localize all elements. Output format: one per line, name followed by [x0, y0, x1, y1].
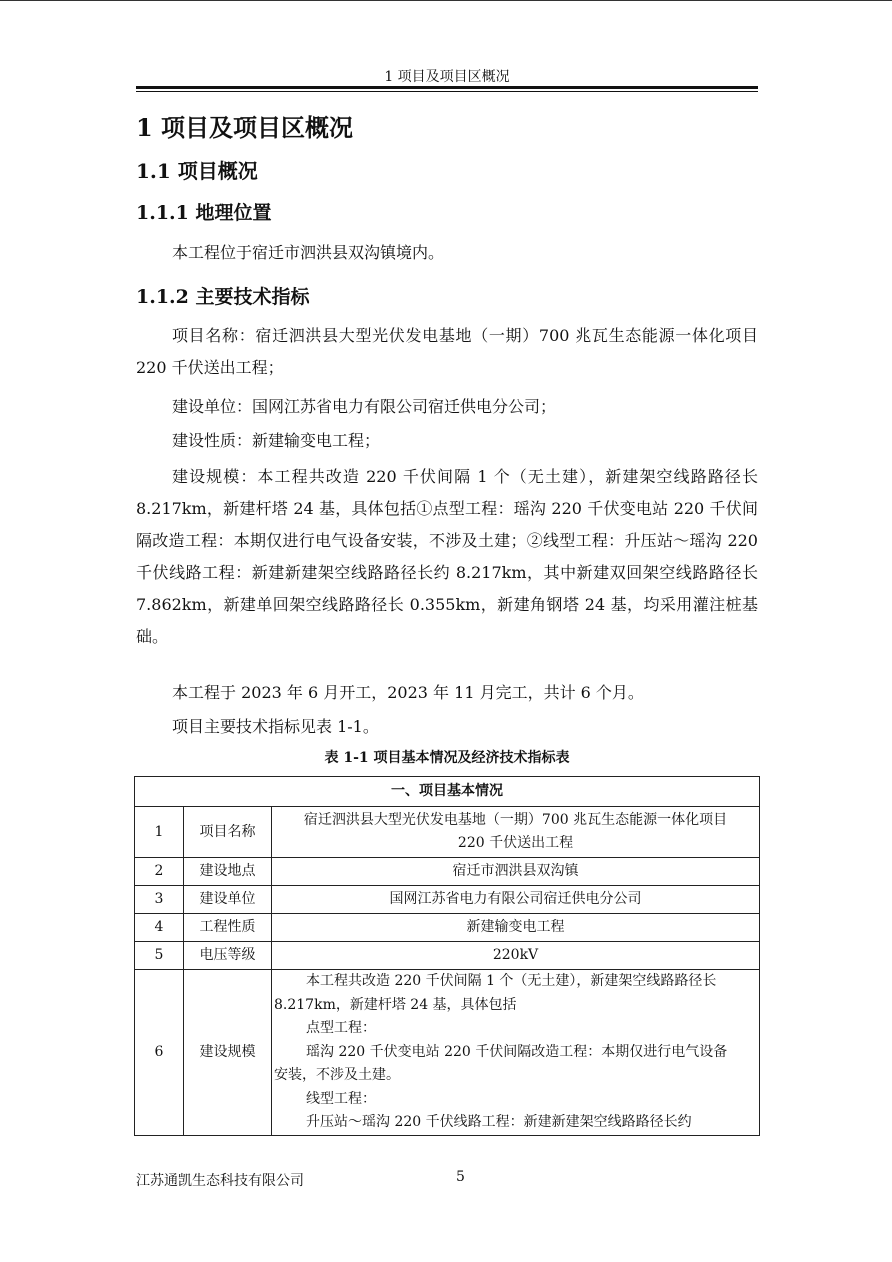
scale-line: 点型工程：: [306, 1020, 376, 1036]
row-number: 5: [135, 942, 184, 970]
section-heading: 1.1 项目概况: [136, 159, 258, 183]
row-item: 项目名称: [184, 807, 272, 858]
subsection-heading-location: 1.1.1 地理位置: [136, 202, 272, 224]
row-item: 建设单位: [184, 886, 272, 914]
chapter-heading: 1 项目及项目区概况: [136, 113, 354, 142]
subsection-heading-indicators: 1.1.2 主要技术指标: [136, 286, 310, 308]
running-header: 1 项目及项目区概况: [384, 69, 510, 85]
footer-company: 江苏通凯生态科技有限公司: [136, 1173, 304, 1189]
table-row: [135, 942, 760, 970]
row-item: 工程性质: [184, 914, 272, 942]
scale-line: 线型工程：: [306, 1090, 376, 1107]
row-value: 新建输变电工程: [272, 914, 760, 942]
table-row: [135, 970, 760, 1136]
row-number: 4: [135, 914, 184, 942]
paragraph-builder: 建设单位：国网江苏省电力有限公司宿迁供电分公司；: [172, 397, 557, 416]
row-value-scale: [272, 970, 760, 1136]
table-row: [135, 858, 760, 886]
paragraph-nature: 建设性质：新建输变电工程；: [172, 431, 381, 450]
row-value: 宿迁市泗洪县双沟镇: [272, 858, 760, 886]
paragraph-schedule: 本工程于 2023 年 6 月开工，2023 年 11 月完工，共计 6 个月。: [172, 683, 644, 702]
scale-line: 本工程共改造 220 千伏间隔 1 个（无土建），新建架空线路路径长: [306, 973, 717, 989]
table-row: [135, 886, 760, 914]
page-top-border: [0, 0, 892, 1]
row-item: 建设地点: [184, 858, 272, 886]
paragraph-see-table: 项目主要技术指标见表 1-1。: [172, 717, 379, 736]
paragraph-location: 本工程位于宿迁市泗洪县双沟镇境内。: [172, 243, 445, 262]
row-item: 建设规模: [184, 970, 272, 1136]
table-row: [135, 914, 760, 942]
row-number: 6: [135, 970, 184, 1136]
project-info-table: [134, 776, 760, 1136]
table-section-row: [135, 777, 760, 807]
scale-line: 8.217km，新建杆塔 24 基，具体包括: [274, 996, 517, 1013]
row-value: 220kV: [272, 942, 760, 970]
row-number: 2: [135, 858, 184, 886]
header-rule-thin: [136, 91, 758, 92]
row-value: 国网江苏省电力有限公司宿迁供电分公司: [272, 886, 760, 914]
paragraph-project-name: 项目名称：宿迁泗洪县大型光伏发电基地（一期）700 兆瓦生态能源一体化项目 220 千伏送出工程；: [136, 326, 758, 377]
page-number: 5: [456, 1169, 465, 1185]
table-caption: 表 1-1 项目基本情况及经济技术指标表: [324, 750, 570, 766]
row-number: 3: [135, 886, 184, 914]
table-row: [135, 807, 760, 858]
row-item: 电压等级: [184, 942, 272, 970]
paragraph-scale: 建设规模：本工程共改造 220 千伏间隔 1 个（无土建），新建架空线路路径长 8.217km，新建杆塔 24 基，具体包括①点型工程：瑶沟 220 千伏变电站 220 千伏间隔改造工程：本期仅进行电气设备安装，不涉及土建；②线型工程：升压站～瑶沟 220 千伏线路工程：新建新建架空线路路径长约 8.217km，其中新建双回架空线路路径长 7.862km，新建单回架空线路路径长 0.355km，新建角钢塔 24 基，均采用灌注桩基础。: [136, 467, 758, 646]
row-number: 1: [135, 807, 184, 858]
scale-line: 升压站～瑶沟 220 千伏线路工程：新建新建架空线路路径长约: [306, 1114, 692, 1130]
header-rule-thick: [136, 86, 758, 89]
row-value: [272, 807, 760, 858]
scale-line: 安装，不涉及土建。: [274, 1067, 400, 1083]
row-value-line: 220 千伏送出工程: [457, 835, 574, 851]
scale-line: 瑶沟 220 千伏变电站 220 千伏间隔改造工程：本期仅进行电气设备: [306, 1043, 728, 1060]
row-value-line: 宿迁泗洪县大型光伏发电基地（一期）700 兆瓦生态能源一体化项目: [303, 812, 728, 828]
table-section-title: 一、项目基本情况: [135, 777, 760, 807]
